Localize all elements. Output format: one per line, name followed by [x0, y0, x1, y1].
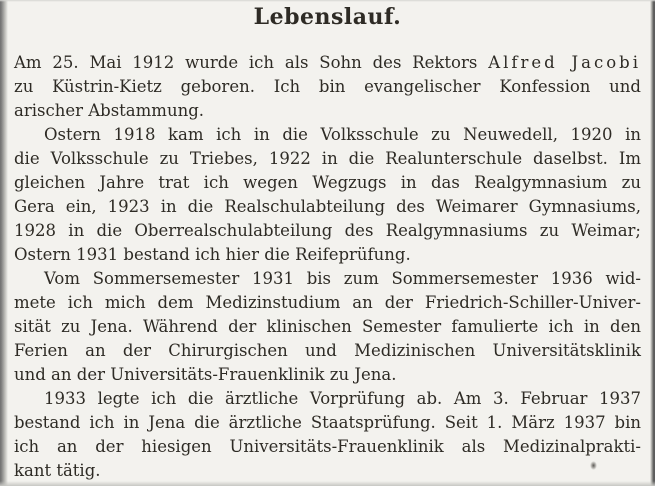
text-line: mete ich mich dem Medizinstudium an der Friedrich-Schiller-Univer-	[14, 293, 641, 312]
author-name-spaced: Alfred Jacobi	[488, 53, 641, 72]
scan-edge-bottom	[0, 481, 655, 486]
text-line: gleichen Jahre trat ich wegen Wegzugs in das Realgymnasium zu	[14, 173, 641, 192]
text-line: Ostern 1931 bestand ich hier die Reifeprüfung.	[14, 245, 411, 264]
scan-edge-right	[650, 0, 655, 486]
text-line: Vom Sommersemester 1931 bis zum Sommersemester 1936 wid-	[44, 269, 641, 288]
text-line: und an der Universitäts-Frauenklinik zu Jena.	[14, 365, 397, 384]
text-line: Ostern 1918 kam ich in die Volksschule zu Neuwedell, 1920 in	[44, 125, 641, 144]
text-line: zu Küstrin-Kietz geboren. Ich bin evangelischer Konfession und	[14, 77, 641, 96]
paragraph-schooling	[14, 123, 641, 267]
text-line: sität zu Jena. Während der klinischen Semester famulierte ich in den	[14, 317, 641, 336]
paragraph-university	[14, 267, 641, 387]
text-line: Ferien an der Chirurgischen und Medizinischen Universitätsklinik	[14, 341, 641, 360]
text-line: 1933 legte ich die ärztliche Vorprüfung ab. Am 3. Februar 1937	[44, 389, 641, 408]
text-line: die Volksschule zu Triebes, 1922 in die Realunterschule daselbst. Im	[14, 149, 641, 168]
text-line-part: Am 25. Mai 1912 wurde ich als Sohn des Rektors	[14, 53, 478, 72]
paragraph-birth	[14, 51, 641, 123]
document-title: Lebenslauf.	[253, 4, 402, 30]
text-line	[14, 51, 641, 75]
text-line: 1928 in die Oberrealschulabteilung des Realgymnasiums zu Weimar;	[14, 221, 641, 240]
text-line: arischer Abstammung.	[14, 101, 204, 120]
text-line: Gera ein, 1923 in die Realschulabteilung des Weimarer Gymnasiums,	[14, 197, 641, 216]
text-line: bestand ich in Jena die ärztliche Staatsprüfung. Seit 1. März 1937 bin	[14, 413, 641, 432]
scan-speckle	[590, 461, 597, 470]
text-line: kant tätig.	[14, 461, 101, 480]
scan-edge-top	[0, 0, 655, 2]
text-line: ich an der hiesigen Universitäts-Frauenklinik als Medizinalprakti-	[14, 437, 641, 456]
paragraph-exams	[14, 387, 641, 483]
scan-edge-left	[0, 0, 8, 486]
document-body	[14, 4, 641, 483]
